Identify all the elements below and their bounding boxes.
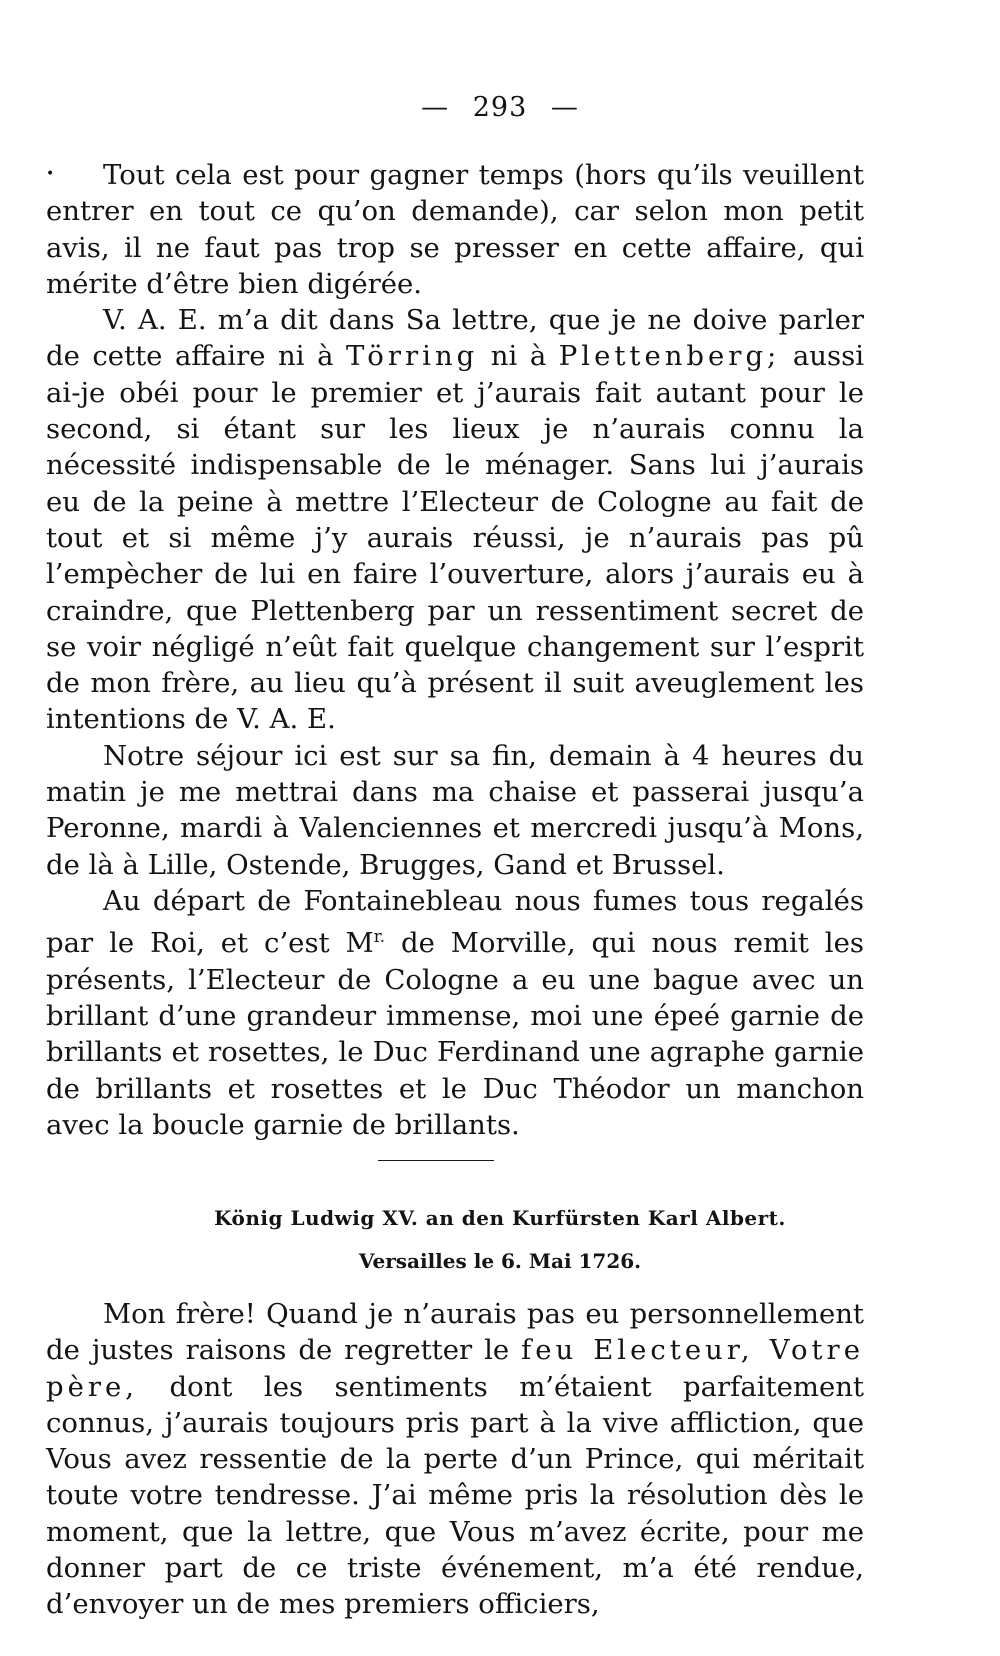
letter-dateline: Versailles le 6. Mai 1726. xyxy=(358,1249,642,1273)
paragraph-4-part-a: Au départ de Fontainebleau nous fumes tous regalés par le Roi, et c’est M xyxy=(46,884,864,960)
letter-paragraph-1-part-b: dont les sentiments m’étaient parfaitement connus, j’aurais toujours pris part à la vive affliction, que Vous avez ressentie de la perte d’un Prince, qui méritait toute votre tendresse. J’ai même pris la résolution dès le moment, que la lettre, que Vous m’avez écrite, pour me donner part de ce triste événement, m’a été rendue, d’envoyer un de mes premiers officiers, xyxy=(46,1370,864,1621)
paragraph-2-part-a: V. A. E. m’a dit dans Sa lettre, que je ne doive parler de cette affaire ni à xyxy=(46,304,864,373)
paragraph-2-part-b: ni à xyxy=(490,340,547,373)
paragraph-4-part-b: de Morville, qui nous remit les présents, l’Electeur de Cologne a eu une bague avec un brillant d’une grandeur immense, moi une épeé garnie de brillants et rosettes, le Duc Ferdinand une agraphe garnie de brillants et rosettes et le Duc Théodor un manchon avec la boucle garnie de brillants. xyxy=(46,927,864,1141)
paragraph-2-part-c: aussi ai-je obéi pour le premier et j’aurais fait autant pour le second, si étant sur les lieux je n’aurais connu la nécessité indispensable de le ménager. Sans lui j’aurais eu de la peine à mettre l’Electeur de Cologne au fait de tout et si même j’y aurais réussi, je n’aurais pas pû l’empècher de lui en faire l’ouverture, alors j’aurais eu à craindre, que Plettenberg par un ressentiment secret de se voir négligé n’eût fait quelque changement sur l’esprit de mon frère, au lieu qu’à présent il suit aveuglement les intentions de V. A. E. xyxy=(46,340,864,736)
letter-body-continued xyxy=(46,157,864,1143)
letter-heading: König Ludwig XV. an den Kurfürsten Karl Albert. xyxy=(214,1206,786,1230)
name-torring: Törring xyxy=(346,340,479,373)
margin-dot: • xyxy=(46,166,55,182)
letter-body-new xyxy=(46,1296,864,1623)
paragraph-4 xyxy=(46,883,864,1143)
page-number: — 293 — xyxy=(421,92,579,123)
paragraph-2 xyxy=(46,302,864,738)
paragraph-4-superscript: r. xyxy=(373,927,386,947)
letter-paragraph-1-part-a: Mon frère! Quand je n’aurais pas eu personnellement de justes raisons de regretter le xyxy=(46,1298,864,1367)
paragraph-3: Notre séjour ici est sur sa fin, demain à 4 heures du matin je me mettrai dans ma chaise et passerai jusqu’a Peronne, mardi à Valenciennes et mercredi jusqu’à Mons, de là à Lille, Ostende, Brugges, Gand et Brussel. xyxy=(46,739,864,881)
name-plettenberg: Plettenberg; xyxy=(558,340,781,373)
paragraph-1: Tout cela est pour gagner temps (hors qu’ils veuillent entrer en tout ce qu’on demande), car selon mon petit avis, il ne faut pas trop se presser en cette affaire, qui mérite d’être bien digérée. xyxy=(46,159,864,300)
letter-paragraph-1 xyxy=(46,1296,864,1623)
section-divider xyxy=(378,1160,494,1161)
spaced-phrase: feu Electeur, Votre père, xyxy=(46,1334,864,1403)
